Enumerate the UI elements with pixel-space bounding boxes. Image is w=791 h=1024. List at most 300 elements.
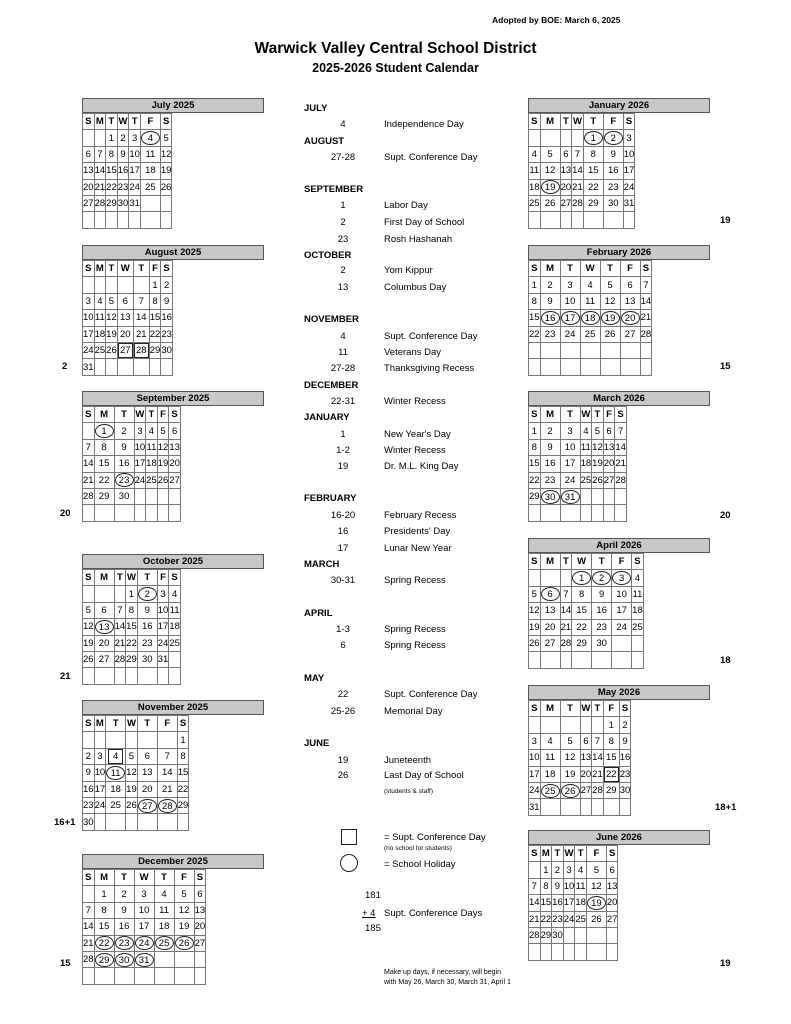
day-cell xyxy=(137,619,157,635)
day-cell xyxy=(529,619,541,635)
holiday-circle-day: 19 xyxy=(587,896,606,910)
day-cell xyxy=(94,130,106,146)
weekday-header: S xyxy=(640,261,652,277)
day-number: 11 xyxy=(575,880,586,892)
holiday-circle-day: 13 xyxy=(95,620,114,634)
event-description: Presidents' Day xyxy=(384,526,451,537)
day-cell xyxy=(575,911,587,927)
day-cell xyxy=(157,765,177,781)
weekday-header: M xyxy=(94,870,114,886)
day-cell xyxy=(157,602,169,618)
weekday-header: W xyxy=(572,554,592,570)
day-cell xyxy=(140,130,160,146)
day-cell xyxy=(619,717,631,733)
event-date: 2 xyxy=(340,217,346,228)
event-description: Supt. Conference Day xyxy=(384,152,478,163)
day-cell xyxy=(580,310,600,326)
day-cell xyxy=(134,423,146,439)
day-number: 17 xyxy=(134,458,146,470)
day-number: 14 xyxy=(83,458,94,470)
day-number: 8 xyxy=(152,295,158,307)
day-number: 22 xyxy=(540,913,552,925)
day-cell xyxy=(83,293,95,309)
day-number: 27 xyxy=(98,654,110,666)
holiday-circle-day: 19 xyxy=(541,180,560,194)
day-cell xyxy=(623,195,635,211)
weekday-header: T xyxy=(592,701,604,717)
weekday-header: S xyxy=(160,114,172,130)
weekday-header: F xyxy=(603,407,615,423)
month-title: November 2025 xyxy=(82,700,264,715)
day-cell xyxy=(94,472,114,488)
day-number: 8 xyxy=(101,441,107,453)
month-title: August 2025 xyxy=(82,245,264,260)
event-description: February Recess xyxy=(384,510,457,521)
day-cell xyxy=(160,163,172,179)
day-cell xyxy=(583,146,603,162)
event-description: Winter Recess xyxy=(384,396,446,407)
day-cell xyxy=(83,146,95,162)
day-cell xyxy=(620,326,640,342)
day-cell xyxy=(572,179,584,195)
day-cell xyxy=(114,886,134,902)
day-cell xyxy=(134,902,154,918)
day-cell xyxy=(603,439,615,455)
day-cell xyxy=(560,717,580,733)
day-number: 16 xyxy=(552,897,563,909)
holiday-circle-day: 23 xyxy=(115,936,134,950)
weekday-header: S xyxy=(169,407,181,423)
day-cell xyxy=(620,342,640,358)
day-cell xyxy=(606,911,618,927)
weekday-header: S xyxy=(529,114,541,130)
day-number: 14 xyxy=(529,897,540,909)
day-number: 26 xyxy=(592,474,603,486)
day-number: 2 xyxy=(622,719,628,731)
event-description: Juneteenth xyxy=(384,755,432,766)
event-description: Last Day of School xyxy=(384,770,464,781)
day-number: 31 xyxy=(157,654,169,666)
day-number: 13 xyxy=(560,165,572,177)
day-cell xyxy=(83,586,95,602)
day-cell xyxy=(94,439,114,455)
day-number: 13 xyxy=(544,605,556,617)
legend-circle-icon xyxy=(340,854,358,872)
day-cell xyxy=(603,456,615,472)
school-days-count: 18 xyxy=(720,655,731,666)
day-cell xyxy=(540,456,560,472)
day-cell xyxy=(583,130,603,146)
day-number: 8 xyxy=(590,148,596,160)
day-cell xyxy=(560,310,580,326)
day-cell xyxy=(157,619,169,635)
weekday-header: S xyxy=(83,716,95,732)
day-number: 20 xyxy=(119,328,131,340)
day-cell xyxy=(612,619,632,635)
legend-square-icon xyxy=(341,829,357,845)
holiday-circle-day: 31 xyxy=(135,953,154,967)
day-number: 19 xyxy=(160,165,172,177)
day-cell xyxy=(140,195,160,211)
day-number: 27 xyxy=(603,474,615,486)
day-number: 16 xyxy=(596,605,607,617)
day-number: 15 xyxy=(98,458,110,470)
event-date: 19 xyxy=(337,461,349,472)
day-number: 26 xyxy=(591,913,602,925)
day-cell xyxy=(560,179,572,195)
day-cell xyxy=(154,919,174,935)
weekday-header: S xyxy=(623,114,635,130)
day-cell xyxy=(129,212,141,228)
day-cell xyxy=(560,146,572,162)
day-cell xyxy=(174,951,194,967)
day-cell xyxy=(586,862,606,878)
event-month-header: MARCH xyxy=(304,559,340,570)
conference-square-day: 22 xyxy=(604,767,619,782)
day-cell xyxy=(560,488,580,504)
day-number: 7 xyxy=(85,904,91,916)
day-cell xyxy=(572,586,592,602)
holiday-circle-day: 1 xyxy=(95,424,114,438)
day-cell xyxy=(133,310,149,326)
day-number: 4 xyxy=(634,572,641,584)
day-number: 31 xyxy=(623,198,635,210)
conference-days-label: Supt. Conference Days xyxy=(384,908,483,919)
day-cell xyxy=(540,359,560,375)
day-cell xyxy=(157,505,169,521)
day-cell xyxy=(129,195,141,211)
day-number: 28 xyxy=(640,328,652,340)
day-cell xyxy=(94,146,106,162)
day-cell xyxy=(560,342,580,358)
day-cell xyxy=(83,212,95,228)
month-grid xyxy=(528,113,635,229)
day-number: 7 xyxy=(563,588,569,600)
day-number: 7 xyxy=(97,148,103,160)
day-cell xyxy=(157,456,169,472)
day-cell xyxy=(529,586,541,602)
day-number: 15 xyxy=(576,605,587,617)
day-cell xyxy=(592,505,604,521)
day-number: 12 xyxy=(160,148,172,160)
weekday-header: T xyxy=(154,870,174,886)
day-number: 29 xyxy=(106,198,117,210)
day-cell xyxy=(540,944,552,960)
weekday-header: W xyxy=(117,114,129,130)
day-number: 23 xyxy=(607,181,619,193)
day-number: 19 xyxy=(83,637,94,649)
day-cell xyxy=(94,968,114,984)
day-cell xyxy=(194,919,206,935)
day-cell xyxy=(137,602,157,618)
event-date: 17 xyxy=(337,543,349,554)
day-cell xyxy=(157,439,169,455)
day-number: 14 xyxy=(161,767,173,779)
day-number: 21 xyxy=(572,181,583,193)
day-cell xyxy=(540,310,560,326)
event-date: 4 xyxy=(340,331,346,342)
day-cell xyxy=(194,968,206,984)
event-date: 25-26 xyxy=(330,706,356,717)
day-number: 17 xyxy=(616,605,627,617)
day-cell xyxy=(134,488,146,504)
day-cell xyxy=(169,668,181,684)
day-cell xyxy=(540,326,560,342)
day-cell xyxy=(146,456,158,472)
month-title: September 2025 xyxy=(82,391,264,406)
day-number: 23 xyxy=(161,328,172,340)
day-cell xyxy=(580,293,600,309)
day-cell xyxy=(106,748,126,764)
weekday-header: F xyxy=(586,846,606,862)
day-number: 16 xyxy=(83,783,94,795)
day-number: 17 xyxy=(623,165,635,177)
day-cell xyxy=(540,927,552,943)
day-number: 24 xyxy=(616,621,627,633)
day-cell xyxy=(600,342,620,358)
day-cell xyxy=(603,212,623,228)
day-cell xyxy=(126,651,138,667)
day-number: 9 xyxy=(547,295,553,307)
day-number: 21 xyxy=(83,937,94,949)
day-cell xyxy=(632,586,644,602)
day-cell xyxy=(83,886,95,902)
day-number: 10 xyxy=(623,148,635,160)
day-cell xyxy=(169,619,181,635)
total-days-count: 185 xyxy=(365,923,381,934)
weekday-header: M xyxy=(94,261,106,277)
day-cell xyxy=(615,488,627,504)
day-number: 19 xyxy=(178,921,190,933)
day-number: 12 xyxy=(564,752,576,764)
day-cell xyxy=(552,895,564,911)
day-cell xyxy=(83,195,95,211)
day-number: 10 xyxy=(563,880,575,892)
day-cell xyxy=(552,927,564,943)
day-number: 1 xyxy=(608,719,614,731)
day-cell xyxy=(83,602,95,618)
day-number: 23 xyxy=(552,913,563,925)
day-number: 13 xyxy=(606,880,618,892)
day-cell xyxy=(575,862,587,878)
day-cell xyxy=(603,423,615,439)
day-cell xyxy=(117,342,133,358)
day-number: 7 xyxy=(531,880,537,892)
weekday-header: T xyxy=(106,716,126,732)
day-cell xyxy=(540,163,560,179)
day-cell xyxy=(603,179,623,195)
day-cell xyxy=(94,814,106,830)
day-number: 28 xyxy=(560,638,572,650)
event-month-header: MAY xyxy=(304,673,325,684)
day-cell xyxy=(106,130,118,146)
day-number: 21 xyxy=(640,312,652,324)
holiday-circle-day: 31 xyxy=(561,490,580,504)
day-number: 12 xyxy=(126,767,137,779)
day-cell xyxy=(117,130,129,146)
day-cell xyxy=(126,619,138,635)
day-number: 20 xyxy=(603,458,615,470)
day-cell xyxy=(114,902,134,918)
day-cell xyxy=(529,505,541,521)
day-cell xyxy=(114,635,126,651)
day-number: 22 xyxy=(149,328,161,340)
weekday-header: T xyxy=(592,554,612,570)
day-number: 29 xyxy=(126,654,137,666)
day-cell xyxy=(157,748,177,764)
day-cell xyxy=(161,277,173,293)
day-number: 3 xyxy=(137,425,143,437)
event-date: 22-31 xyxy=(330,396,356,407)
day-number: 28 xyxy=(94,198,106,210)
day-cell xyxy=(160,195,172,211)
day-cell xyxy=(83,902,95,918)
day-number: 2 xyxy=(121,888,127,900)
day-cell xyxy=(94,668,114,684)
day-number: 6 xyxy=(144,750,150,762)
day-cell xyxy=(640,342,652,358)
day-cell xyxy=(619,750,631,766)
holiday-circle-day: 30 xyxy=(541,490,560,504)
day-number: 7 xyxy=(574,148,581,160)
day-cell xyxy=(137,732,157,748)
day-cell xyxy=(540,635,560,651)
day-number: 12 xyxy=(604,295,616,307)
day-number: 7 xyxy=(85,441,91,453)
day-number: 17 xyxy=(94,783,106,795)
day-cell xyxy=(540,212,560,228)
day-number: 6 xyxy=(563,148,569,160)
day-number: 4 xyxy=(161,888,167,900)
day-cell xyxy=(194,935,206,951)
day-number: 5 xyxy=(181,888,187,900)
day-cell xyxy=(603,782,619,798)
day-cell xyxy=(126,602,138,618)
day-cell xyxy=(592,766,604,782)
day-number: 11 xyxy=(145,148,156,160)
day-number: 27 xyxy=(544,638,556,650)
day-number: 26 xyxy=(157,474,169,486)
conference-days-add: + 4 xyxy=(362,908,376,919)
day-number: 12 xyxy=(157,441,169,453)
day-cell xyxy=(540,195,560,211)
day-number: 23 xyxy=(141,637,153,649)
weekday-header: T xyxy=(600,261,620,277)
day-cell xyxy=(94,293,106,309)
event-date: 23 xyxy=(337,234,349,245)
school-days-count: 18+1 xyxy=(715,802,737,813)
day-number: 3 xyxy=(97,750,103,762)
day-cell xyxy=(560,472,580,488)
day-cell xyxy=(157,668,169,684)
day-cell xyxy=(560,439,580,455)
day-cell xyxy=(106,342,118,358)
day-number: 29 xyxy=(587,198,599,210)
day-cell xyxy=(146,423,158,439)
day-number: 19 xyxy=(106,328,117,340)
day-cell xyxy=(632,570,644,586)
day-cell xyxy=(137,651,157,667)
day-cell xyxy=(117,293,133,309)
weekday-header: W xyxy=(580,261,600,277)
event-date: 1-3 xyxy=(336,624,350,635)
day-cell xyxy=(137,765,157,781)
day-cell xyxy=(126,814,138,830)
holiday-circle-day: 25 xyxy=(155,936,174,950)
event-date: 30-31 xyxy=(330,575,356,586)
day-number: 10 xyxy=(138,904,150,916)
day-number: 15 xyxy=(587,165,599,177)
day-number: 11 xyxy=(159,904,170,916)
day-number: 27 xyxy=(606,913,618,925)
day-cell xyxy=(632,603,644,619)
day-number: 6 xyxy=(122,295,128,307)
day-cell xyxy=(560,652,572,668)
day-cell xyxy=(177,732,189,748)
event-date: 6 xyxy=(340,640,346,651)
legend-square-note: (no school for students) xyxy=(384,845,452,852)
day-number: 18 xyxy=(580,458,592,470)
day-cell xyxy=(160,146,172,162)
day-number: 23 xyxy=(619,768,631,780)
page-title: Warwick Valley Central School District xyxy=(254,40,537,57)
day-cell xyxy=(583,212,603,228)
day-number: 16 xyxy=(619,752,631,764)
day-cell xyxy=(114,668,126,684)
day-cell xyxy=(177,781,189,797)
event-description: Yom Kippur xyxy=(384,265,433,276)
day-cell xyxy=(580,766,592,782)
day-number: 20 xyxy=(98,637,110,649)
day-number: 27 xyxy=(169,474,180,486)
month-title: June 2026 xyxy=(528,830,710,845)
day-cell xyxy=(154,935,174,951)
day-cell xyxy=(540,911,552,927)
makeup-note-line1: Make up days, if necessary, will begin xyxy=(384,969,501,976)
day-number: 24 xyxy=(564,328,576,340)
day-cell xyxy=(137,586,157,602)
day-cell xyxy=(540,652,560,668)
day-number: 6 xyxy=(583,735,589,747)
day-cell xyxy=(114,586,126,602)
day-number: 26 xyxy=(126,800,137,812)
day-number: 6 xyxy=(627,279,633,291)
day-number: 25 xyxy=(110,800,121,812)
day-cell xyxy=(177,765,189,781)
day-cell xyxy=(586,944,606,960)
day-cell xyxy=(114,439,134,455)
day-cell xyxy=(133,342,149,358)
day-cell xyxy=(94,935,114,951)
day-number: 6 xyxy=(609,864,615,876)
weekday-header: T xyxy=(560,407,580,423)
month-grid xyxy=(82,869,206,985)
day-number: 4 xyxy=(587,279,593,291)
event-date: 11 xyxy=(338,347,348,358)
weekday-header: T xyxy=(560,114,572,130)
day-cell xyxy=(592,717,604,733)
month-grid xyxy=(82,715,189,831)
day-cell xyxy=(560,799,580,815)
day-cell xyxy=(106,814,126,830)
day-cell xyxy=(194,886,206,902)
day-number: 30 xyxy=(161,345,172,357)
weekday-header: M xyxy=(540,701,560,717)
event-description: Labor Day xyxy=(384,200,428,211)
day-cell xyxy=(580,717,592,733)
day-cell xyxy=(592,586,612,602)
day-number: 28 xyxy=(114,654,126,666)
